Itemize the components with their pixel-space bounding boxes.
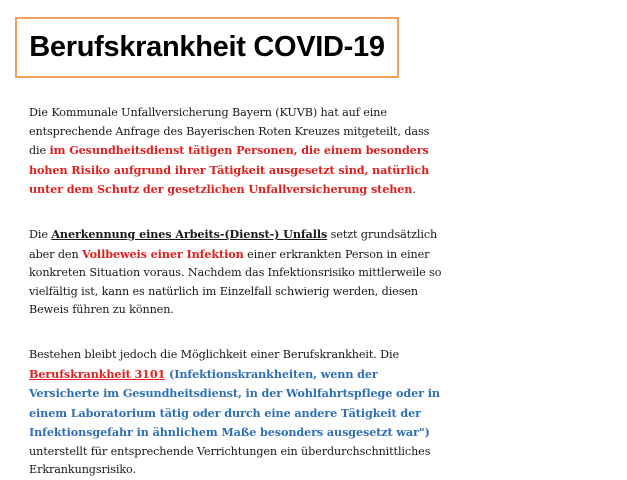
- berufskrankheit-link[interactable]: Berufskrankheit 3101: [29, 366, 166, 381]
- title-box: [15, 17, 399, 78]
- paragraph-text: Bestehen bleibt jedoch die Möglichkeit einer Berufskrankheit. Die: [29, 348, 400, 361]
- page-title: Berufskrankheit COVID-19: [29, 31, 385, 63]
- paragraph-text: .: [412, 183, 416, 196]
- paragraph-text: Die: [29, 228, 52, 241]
- paragraph-text: setzt grundsätzlich aber den: [29, 228, 438, 261]
- highlight-text: im Gesundheitsdienst tätigen Personen, die einem besonders hohen Risiko aufgrund ihrer Tätigkeit ausgesetzt sind, natürlich unter dem Schutz der gesetzlichen Unfallversicherung stehen: [29, 143, 430, 196]
- paragraph-text: einer erkrankten Person in einer konkreten Situation voraus. Nachdem das Infektionsrisiko mittlerweile so vielfältig ist, kann es natürlich im Einzelfall schwierig werden, diesen Beweis führen zu können.: [29, 247, 442, 316]
- paragraph-text: unterstellt für entsprechende Verrichtungen ein überdurchschnittliches Erkrankungsrisiko.: [29, 444, 431, 476]
- quote-text: (Infektionskrankheiten, wenn der Versicherte im Gesundheitsdienst, in der Wohlfahrtspflege oder in einem Laboratorium tätig oder durch eine andere Tätigkeit der Infektionsgefahr in ähnlichem Maße besonders ausgesetzt war"): [29, 366, 440, 439]
- paragraph-text: Die Kommunale Unfallversicherung Bayern (KUVB) hat auf eine entsprechende Anfrage des Bayerischen Roten Kreuzes mitgeteilt, dass die: [29, 106, 430, 157]
- paragraph-kuvb: [29, 104, 449, 200]
- paragraph-anerkennung: [29, 225, 449, 320]
- highlight-text: Vollbeweis einer Infektion: [82, 246, 244, 261]
- underlined-term: Anerkennung eines Arbeits-(Dienst-) Unfalls: [51, 227, 328, 241]
- paragraph-berufskrankheit: [29, 346, 449, 480]
